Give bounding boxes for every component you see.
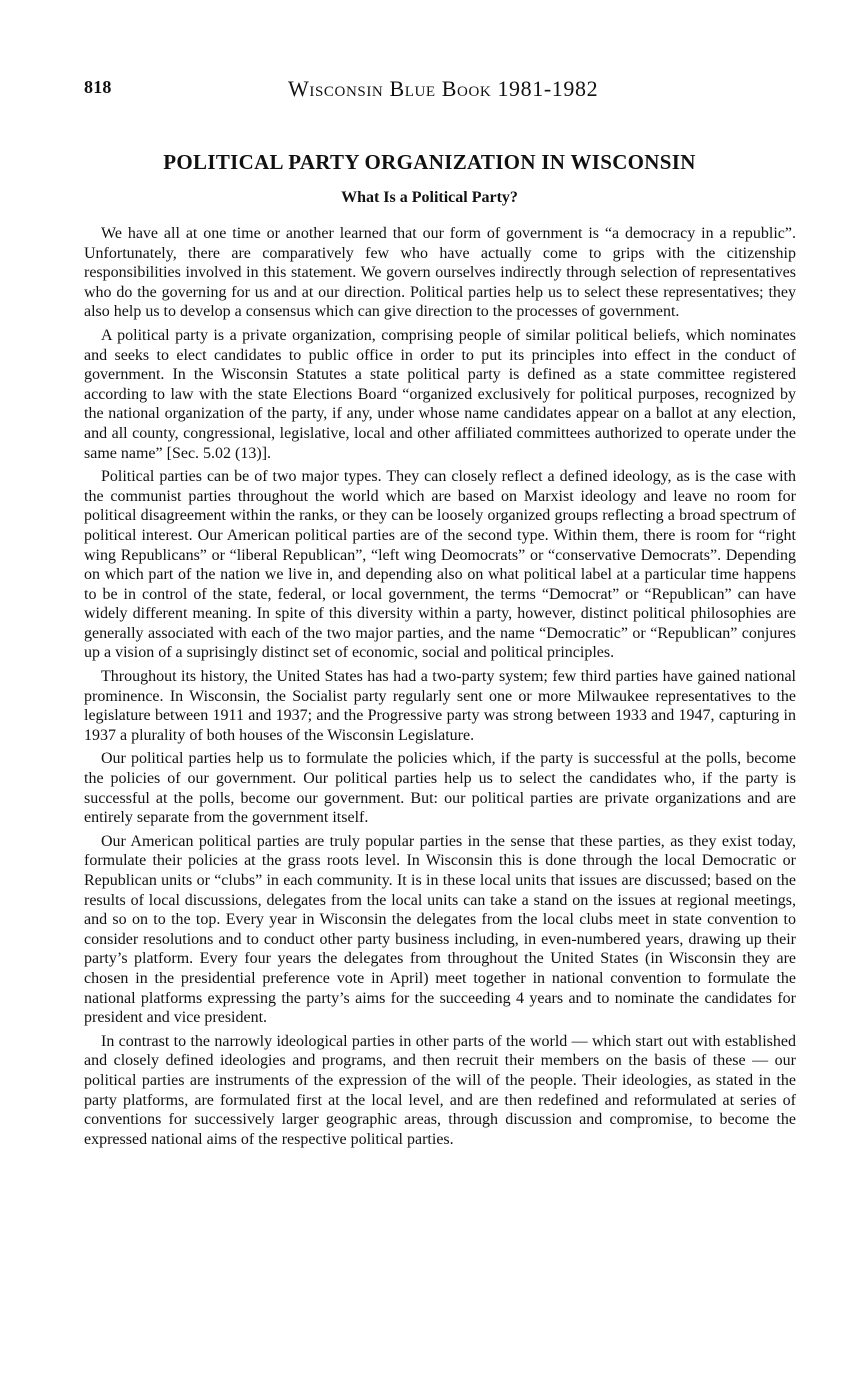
- paragraph-contrast-ideological: In contrast to the narrowly ideological parties in other parts of the world — which start out with established and closely defined ideologies and programs, and then recruit their members on the basis of these — our political parties are instruments of the expression of the will of the people. Their ideologies, as stated in the party platforms, are formulated first at the local level, and are then redefined and reformulated at series of conventions for successively larger geographic areas, through discussion and compromise, to become the expressed national aims of the respective political parties.: [84, 1032, 796, 1148]
- page-number: 818: [84, 77, 112, 97]
- paragraph-democracy-in-a-republic: We have all at one time or another learned that our form of government is “a democracy in a republic”. Unfortunately, there are comparatively few who have actually come to grips with the citizenship responsibilities involved in this statement. We govern ourselves indirectly through selection of representatives who do the governing for us and at our direction. Political parties help us to select these representatives; they also help us to develop a consensus which can give direction to the processes of government.: [84, 225, 796, 321]
- paragraph-party-definition: A political party is a private organization, comprising people of similar political beliefs, which nominates and seeks to elect candidates to public office in order to put its principles into effect in the conduct of government. In the Wisconsin Statutes a state political party is defined as a state committee registered according to law with the state Elections Board “organized exclusively for political purposes, recognized by the national organization of the party, if any, under whose name candidates appear on a ballot at any election, and all county, congressional, legislative, local and other affiliated committees authorized to operate under the same name” [Sec. 5.02 (13)].: [84, 326, 796, 462]
- article-subtitle: What Is a Political Party?: [341, 189, 518, 206]
- paragraph-policies-and-candidates: Our political parties help us to formulate the policies which, if the party is successful at the polls, become the policies of our government. Our political parties help us to select the candidates who, if the party is successful at the polls, become our government. But: our political parties are private organizations and are entirely separate from the government itself.: [84, 750, 796, 827]
- paragraph-two-party-system: Throughout its history, the United States has had a two-party system; few third parties have gained national prominence. In Wisconsin, the Socialist party regularly sent one or more Milwaukee representatives to the legislature between 1911 and 1937; and the Progressive party was strong between 1933 and 1947, capturing in 1937 a plurality of both houses of the Wisconsin Legislature.: [84, 668, 796, 744]
- article-title: POLITICAL PARTY ORGANIZATION IN WISCONSIN: [163, 150, 696, 174]
- running-head: Wisconsin Blue Book 1981-1982: [288, 76, 599, 101]
- paragraph-party-types: Political parties can be of two major types. They can closely reflect a defined ideology, as is the case with the communist parties throughout the world which are based on Marxist ideology and leave no room for political disagreement within the ranks, or they can be loosely organized groups reflecting a broad spectrum of political interest. Our American political parties are of the second type. Within them, there is room for “right wing Republicans” or “liberal Republican”, “left wing Deomocrats” or “conservative Democrats”. Depending on which part of the nation we live in, and depending also on what political label at a particular time happens to be in control of the state, federal, or local government, the terms “Democrat” or “Republican” can have widely different meaning. In spite of this diversity within a party, however, distinct political philosophies are generally associated with each of the two major parties, and the name “Democratic” or “Republican” conjures up a vision of a suprisingly distinct set of economic, social and political principles.: [84, 468, 796, 662]
- paragraph-grass-roots: Our American political parties are truly popular parties in the sense that these parties, as they exist today, formulate their policies at the grass roots level. In Wisconsin this is done through the local Democratic or Republican units or “clubs” in each community. It is in these local units that issues are discussed; based on the results of local discussions, delegates from the local units can take a stand on the issues at regional meetings, and so on to the top. Every year in Wisconsin the delegates from the local clubs meet in state convention to consider resolutions and to conduct other party business including, in even-numbered years, drawing up their party’s platform. Every four years the delegates from throughout the United States (in Wisconsin they are chosen in the presidential preference vote in April) meet together in national convention to formulate the national platforms expressing the party’s aims for the succeeding 4 years and to nominate the candidates for president and vice president.: [84, 832, 796, 1027]
- article-body: [84, 224, 796, 1153]
